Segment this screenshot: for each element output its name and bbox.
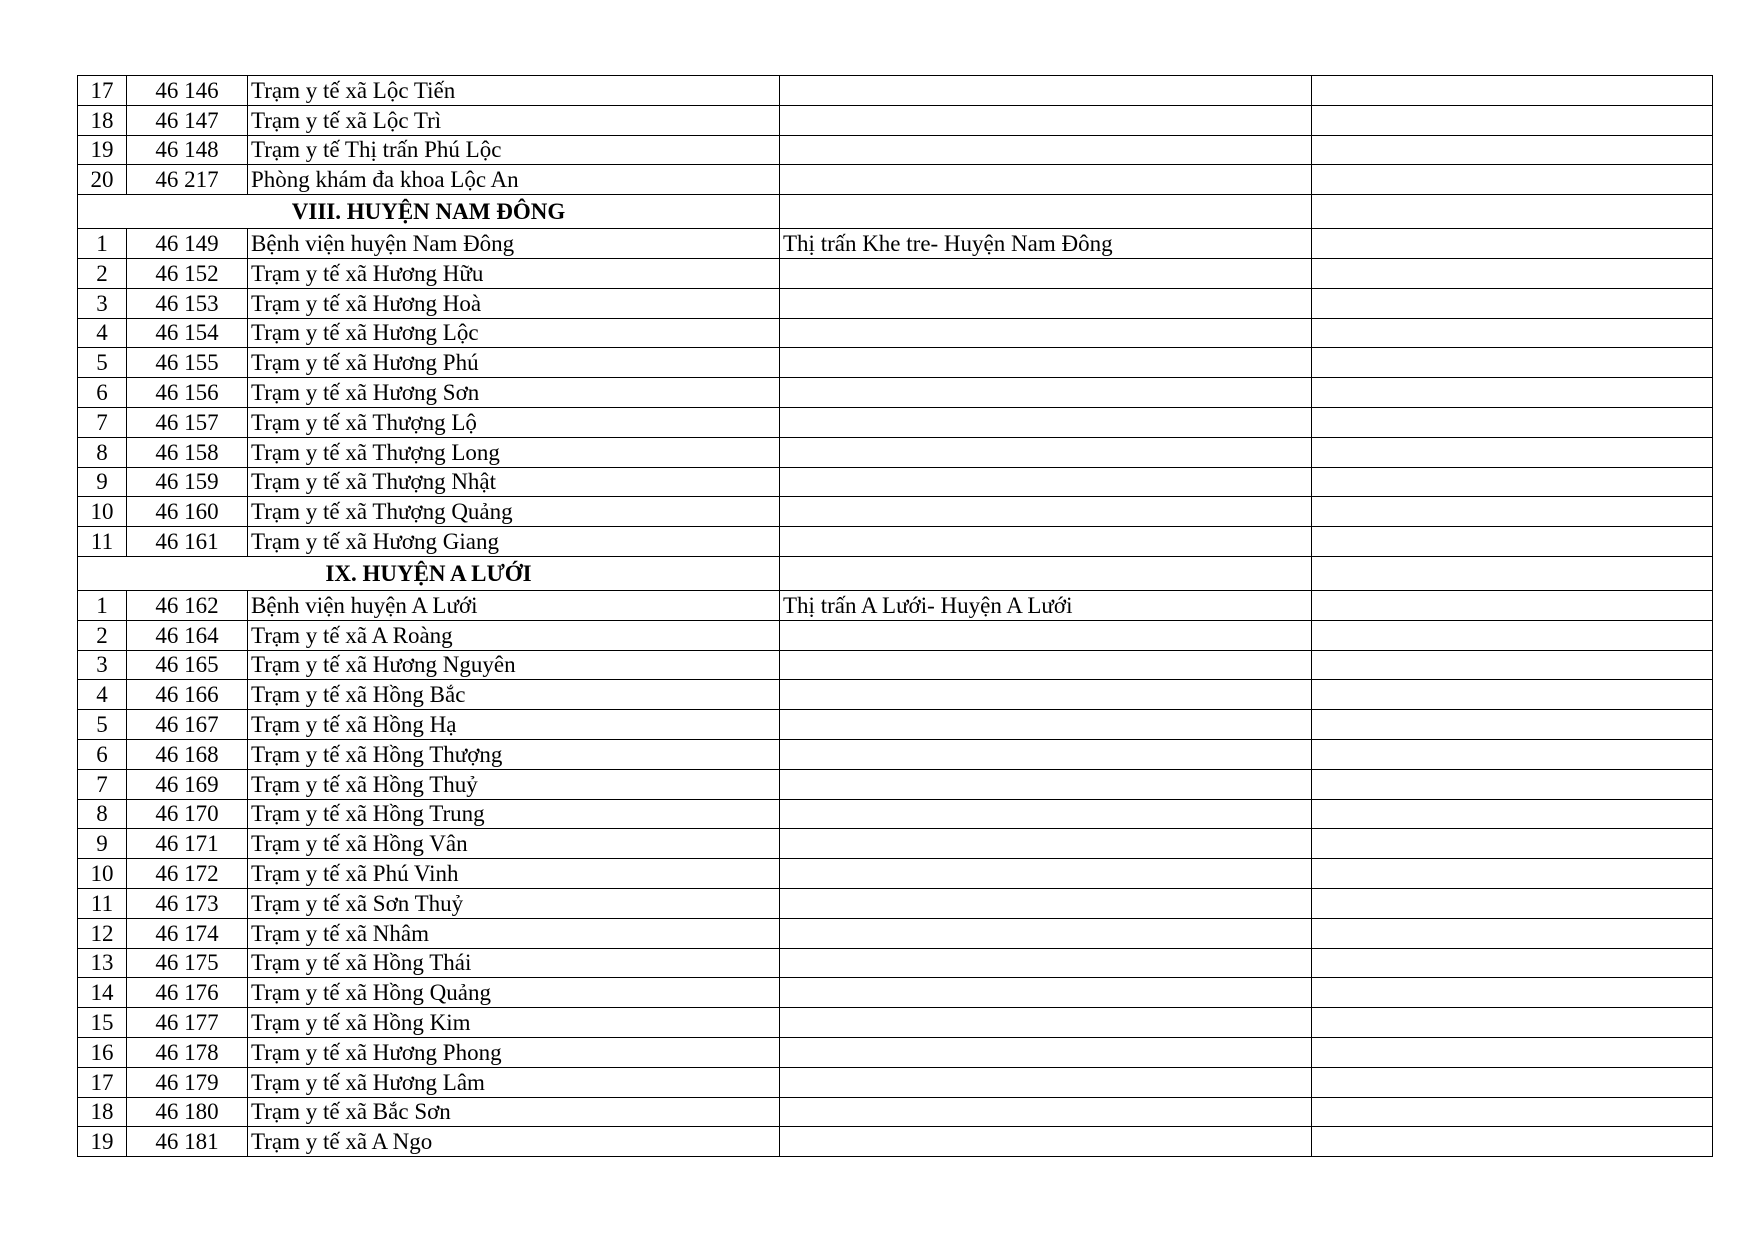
facility-note-cell	[1312, 799, 1713, 829]
facility-address-cell	[780, 829, 1312, 859]
table-row	[78, 258, 1713, 288]
section-header-row	[78, 556, 1713, 590]
facility-note-cell	[1312, 105, 1713, 135]
row-number-cell: 5	[78, 348, 127, 378]
facility-name-cell: Trạm y tế xã Hồng Vân	[248, 829, 780, 859]
table-row	[78, 76, 1713, 106]
row-number-cell: 15	[78, 1008, 127, 1038]
facility-name-cell: Trạm y tế xã Sơn Thuỷ	[248, 888, 780, 918]
facility-code-cell: 46 170	[127, 799, 248, 829]
facility-code-cell: 46 176	[127, 978, 248, 1008]
row-number-cell: 4	[78, 318, 127, 348]
table-row	[78, 888, 1713, 918]
facility-address-cell: Thị trấn Khe tre- Huyện Nam Đông	[780, 229, 1312, 259]
facility-address-cell	[780, 620, 1312, 650]
table-row	[78, 590, 1713, 620]
facility-code-cell: 46 172	[127, 859, 248, 889]
facility-code-cell: 46 175	[127, 948, 248, 978]
facility-address-cell	[780, 680, 1312, 710]
facility-note-cell	[1312, 288, 1713, 318]
row-number-cell: 11	[78, 527, 127, 557]
facility-name-cell: Bệnh viện huyện Nam Đông	[248, 229, 780, 259]
row-number-cell: 1	[78, 229, 127, 259]
facility-note-cell	[1312, 859, 1713, 889]
facility-code-cell: 46 167	[127, 710, 248, 740]
facility-address-cell	[780, 1067, 1312, 1097]
facility-name-cell: Trạm y tế xã Hồng Thượng	[248, 739, 780, 769]
facility-note-cell	[1312, 76, 1713, 106]
table-row	[78, 437, 1713, 467]
facility-code-cell: 46 148	[127, 135, 248, 165]
row-number-cell: 1	[78, 590, 127, 620]
table-row	[78, 318, 1713, 348]
row-number-cell: 9	[78, 467, 127, 497]
facility-note-cell	[1312, 1008, 1713, 1038]
facility-name-cell: Trạm y tế xã Hồng Hạ	[248, 710, 780, 740]
facility-note-cell	[1312, 1037, 1713, 1067]
facility-note-cell	[1312, 497, 1713, 527]
table-row	[78, 769, 1713, 799]
facility-name-cell: Trạm y tế xã Hương Sơn	[248, 378, 780, 408]
facility-name-cell: Trạm y tế Thị trấn Phú Lộc	[248, 135, 780, 165]
facility-code-cell: 46 158	[127, 437, 248, 467]
facility-address-cell	[780, 799, 1312, 829]
facility-note-cell	[1312, 680, 1713, 710]
facility-address-cell	[780, 1008, 1312, 1038]
facility-name-cell: Trạm y tế xã Hồng Bắc	[248, 680, 780, 710]
table-row	[78, 739, 1713, 769]
row-number-cell: 17	[78, 76, 127, 106]
facility-note-cell	[1312, 918, 1713, 948]
facility-name-cell: Trạm y tế xã Hồng Quảng	[248, 978, 780, 1008]
facility-note-cell	[1312, 437, 1713, 467]
facility-address-cell	[780, 650, 1312, 680]
table-row	[78, 918, 1713, 948]
row-number-cell: 16	[78, 1037, 127, 1067]
facility-address-cell: Thị trấn A Lưới- Huyện A Lưới	[780, 590, 1312, 620]
facility-code-cell: 46 157	[127, 407, 248, 437]
row-number-cell: 19	[78, 1127, 127, 1157]
section-empty-cell	[780, 556, 1312, 590]
facility-name-cell: Trạm y tế xã Hồng Trung	[248, 799, 780, 829]
facility-name-cell: Phòng khám đa khoa Lộc An	[248, 165, 780, 195]
table-row	[78, 135, 1713, 165]
facility-code-cell: 46 161	[127, 527, 248, 557]
table-row	[78, 859, 1713, 889]
facility-address-cell	[780, 437, 1312, 467]
facility-address-cell	[780, 1127, 1312, 1157]
table-row	[78, 1037, 1713, 1067]
row-number-cell: 7	[78, 407, 127, 437]
facility-address-cell	[780, 1037, 1312, 1067]
table-row	[78, 229, 1713, 259]
facility-code-cell: 46 164	[127, 620, 248, 650]
facility-name-cell: Trạm y tế xã Thượng Nhật	[248, 467, 780, 497]
row-number-cell: 8	[78, 799, 127, 829]
table-row	[78, 1097, 1713, 1127]
facility-name-cell: Trạm y tế xã Hồng Thái	[248, 948, 780, 978]
facility-note-cell	[1312, 165, 1713, 195]
facility-name-cell: Trạm y tế xã Hương Phong	[248, 1037, 780, 1067]
facility-code-cell: 46 178	[127, 1037, 248, 1067]
facility-name-cell: Trạm y tế xã Thượng Quảng	[248, 497, 780, 527]
facility-note-cell	[1312, 1127, 1713, 1157]
table-row	[78, 467, 1713, 497]
facility-address-cell	[780, 135, 1312, 165]
row-number-cell: 12	[78, 918, 127, 948]
facility-address-cell	[780, 165, 1312, 195]
section-empty-cell	[780, 195, 1312, 229]
facility-name-cell: Trạm y tế xã Bắc Sơn	[248, 1097, 780, 1127]
facility-code-cell: 46 168	[127, 739, 248, 769]
table-row	[78, 288, 1713, 318]
facility-code-cell: 46 147	[127, 105, 248, 135]
facility-code-cell: 46 155	[127, 348, 248, 378]
facility-name-cell: Trạm y tế xã Phú Vinh	[248, 859, 780, 889]
facility-name-cell: Trạm y tế xã Hồng Thuỷ	[248, 769, 780, 799]
row-number-cell: 3	[78, 288, 127, 318]
facility-name-cell: Trạm y tế xã Hương Phú	[248, 348, 780, 378]
facility-note-cell	[1312, 378, 1713, 408]
table-row	[78, 105, 1713, 135]
row-number-cell: 2	[78, 620, 127, 650]
facility-address-cell	[780, 978, 1312, 1008]
facility-address-cell	[780, 888, 1312, 918]
facility-note-cell	[1312, 888, 1713, 918]
facility-address-cell	[780, 527, 1312, 557]
facility-code-cell: 46 152	[127, 258, 248, 288]
table-row	[78, 650, 1713, 680]
facility-note-cell	[1312, 948, 1713, 978]
facility-note-cell	[1312, 258, 1713, 288]
facility-code-cell: 46 165	[127, 650, 248, 680]
facility-table	[77, 75, 1713, 1157]
facility-address-cell	[780, 288, 1312, 318]
facility-code-cell: 46 180	[127, 1097, 248, 1127]
facility-note-cell	[1312, 348, 1713, 378]
row-number-cell: 9	[78, 829, 127, 859]
facility-note-cell	[1312, 135, 1713, 165]
facility-note-cell	[1312, 650, 1713, 680]
row-number-cell: 13	[78, 948, 127, 978]
facility-address-cell	[780, 318, 1312, 348]
row-number-cell: 20	[78, 165, 127, 195]
table-row	[78, 620, 1713, 650]
facility-note-cell	[1312, 318, 1713, 348]
facility-note-cell	[1312, 739, 1713, 769]
facility-code-cell: 46 156	[127, 378, 248, 408]
facility-note-cell	[1312, 1097, 1713, 1127]
facility-address-cell	[780, 769, 1312, 799]
facility-code-cell: 46 149	[127, 229, 248, 259]
facility-code-cell: 46 174	[127, 918, 248, 948]
facility-code-cell: 46 177	[127, 1008, 248, 1038]
facility-note-cell	[1312, 407, 1713, 437]
facility-name-cell: Trạm y tế xã A Ngo	[248, 1127, 780, 1157]
facility-name-cell: Trạm y tế xã Thượng Long	[248, 437, 780, 467]
table-row	[78, 680, 1713, 710]
facility-note-cell	[1312, 229, 1713, 259]
section-empty-cell	[1312, 195, 1713, 229]
facility-code-cell: 46 166	[127, 680, 248, 710]
facility-code-cell: 46 146	[127, 76, 248, 106]
facility-name-cell: Trạm y tế xã Thượng Lộ	[248, 407, 780, 437]
section-header-row	[78, 195, 1713, 229]
row-number-cell: 14	[78, 978, 127, 1008]
facility-address-cell	[780, 948, 1312, 978]
row-number-cell: 17	[78, 1067, 127, 1097]
facility-code-cell: 46 179	[127, 1067, 248, 1097]
table-row	[78, 407, 1713, 437]
facility-address-cell	[780, 105, 1312, 135]
row-number-cell: 5	[78, 710, 127, 740]
facility-name-cell: Trạm y tế xã Hương Nguyên	[248, 650, 780, 680]
facility-code-cell: 46 159	[127, 467, 248, 497]
facility-address-cell	[780, 76, 1312, 106]
row-number-cell: 18	[78, 105, 127, 135]
row-number-cell: 3	[78, 650, 127, 680]
facility-code-cell: 46 153	[127, 288, 248, 318]
table-row	[78, 1067, 1713, 1097]
facility-note-cell	[1312, 978, 1713, 1008]
facility-note-cell	[1312, 620, 1713, 650]
table-row	[78, 710, 1713, 740]
facility-name-cell: Trạm y tế xã Hương Giang	[248, 527, 780, 557]
facility-name-cell: Trạm y tế xã Lộc Trì	[248, 105, 780, 135]
facility-address-cell	[780, 710, 1312, 740]
facility-name-cell: Trạm y tế xã Nhâm	[248, 918, 780, 948]
row-number-cell: 19	[78, 135, 127, 165]
row-number-cell: 10	[78, 497, 127, 527]
facility-address-cell	[780, 407, 1312, 437]
row-number-cell: 7	[78, 769, 127, 799]
row-number-cell: 10	[78, 859, 127, 889]
facility-name-cell: Trạm y tế xã Hương Hoà	[248, 288, 780, 318]
table-row	[78, 799, 1713, 829]
table-row	[78, 1008, 1713, 1038]
facility-note-cell	[1312, 527, 1713, 557]
facility-note-cell	[1312, 1067, 1713, 1097]
row-number-cell: 6	[78, 378, 127, 408]
facility-address-cell	[780, 918, 1312, 948]
facility-name-cell: Trạm y tế xã Hồng Kim	[248, 1008, 780, 1038]
facility-note-cell	[1312, 590, 1713, 620]
table-row	[78, 829, 1713, 859]
facility-code-cell: 46 181	[127, 1127, 248, 1157]
facility-address-cell	[780, 378, 1312, 408]
section-empty-cell	[1312, 556, 1713, 590]
row-number-cell: 8	[78, 437, 127, 467]
table-row	[78, 527, 1713, 557]
facility-note-cell	[1312, 467, 1713, 497]
row-number-cell: 6	[78, 739, 127, 769]
table-row	[78, 378, 1713, 408]
facility-address-cell	[780, 258, 1312, 288]
table-row	[78, 1127, 1713, 1157]
facility-name-cell: Trạm y tế xã Lộc Tiến	[248, 76, 780, 106]
facility-code-cell: 46 162	[127, 590, 248, 620]
facility-note-cell	[1312, 710, 1713, 740]
facility-address-cell	[780, 348, 1312, 378]
row-number-cell: 4	[78, 680, 127, 710]
facility-code-cell: 46 154	[127, 318, 248, 348]
facility-name-cell: Trạm y tế xã Hương Lâm	[248, 1067, 780, 1097]
facility-address-cell	[780, 1097, 1312, 1127]
table-row	[78, 348, 1713, 378]
row-number-cell: 11	[78, 888, 127, 918]
facility-code-cell: 46 169	[127, 769, 248, 799]
facility-address-cell	[780, 859, 1312, 889]
facility-address-cell	[780, 467, 1312, 497]
row-number-cell: 2	[78, 258, 127, 288]
facility-code-cell: 46 160	[127, 497, 248, 527]
table-row	[78, 497, 1713, 527]
facility-table-body	[78, 76, 1713, 1157]
facility-code-cell: 46 217	[127, 165, 248, 195]
facility-address-cell	[780, 739, 1312, 769]
facility-code-cell: 46 171	[127, 829, 248, 859]
facility-note-cell	[1312, 829, 1713, 859]
facility-address-cell	[780, 497, 1312, 527]
facility-name-cell: Trạm y tế xã A Roàng	[248, 620, 780, 650]
facility-code-cell: 46 173	[127, 888, 248, 918]
facility-note-cell	[1312, 769, 1713, 799]
facility-name-cell: Trạm y tế xã Hương Hữu	[248, 258, 780, 288]
row-number-cell: 18	[78, 1097, 127, 1127]
table-row	[78, 165, 1713, 195]
facility-name-cell: Trạm y tế xã Hương Lộc	[248, 318, 780, 348]
section-title: IX. HUYỆN A LƯỚI	[78, 556, 780, 590]
facility-name-cell: Bệnh viện huyện A Lưới	[248, 590, 780, 620]
section-title: VIII. HUYỆN NAM ĐÔNG	[78, 195, 780, 229]
table-row	[78, 978, 1713, 1008]
table-row	[78, 948, 1713, 978]
